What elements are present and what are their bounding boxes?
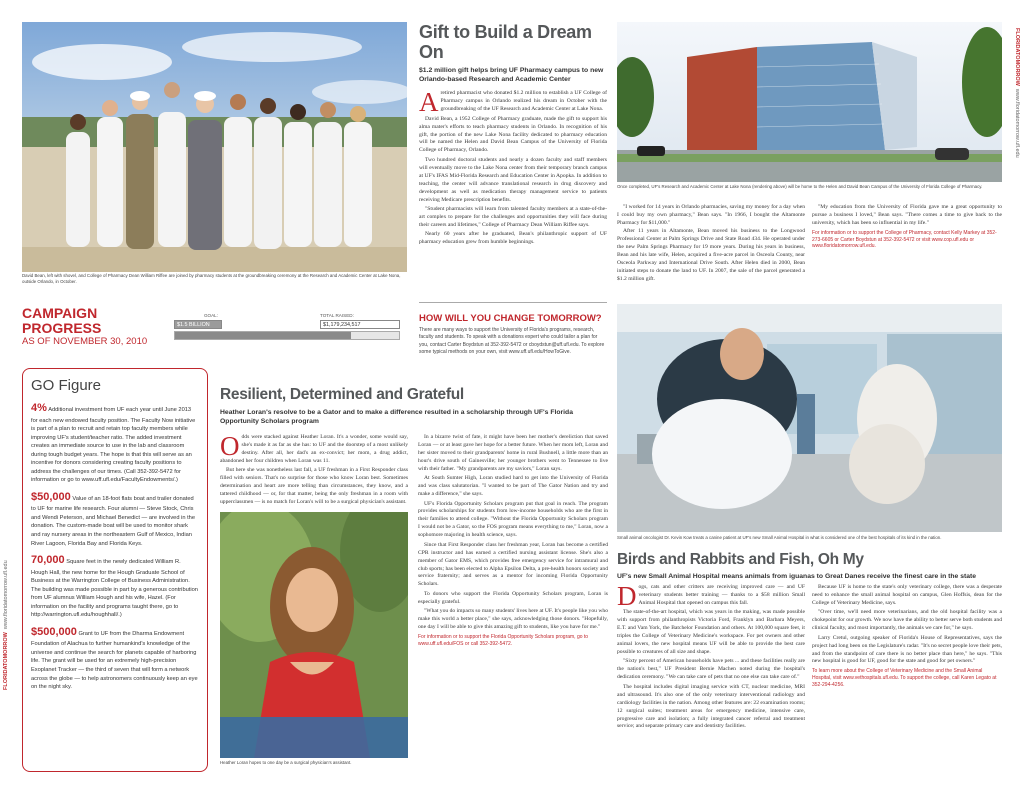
birds-p5: Because UF is home to the state's only veterinary college, there was a desperate need to enhance the small animal hospital on campus, Glen Hoffsis, dean for the College of Veterinary Medicine, says. (812, 584, 1002, 606)
how-text: There are many ways to support the University of Florida's programs, research, faculty and students. To speak with a donations expert who could tailor a plan for you, contact Carter Boydstun at 352-392-5472 or cboydstun@uff.ufl.edu. To explore some typical methods on your own, visit www.uff.ufl.edu/HowToGive. (419, 327, 605, 355)
birds-p2: The state-of-the-art hospital, which was years in the making, was made possible with support from philanthropists Victoria Ford, Franklyn and Barbara Meyers, E.T. and Vam York, the Batchelor Foundation and others. At 100,000 square feet, it triples the College of Veterinary Medicine's workspace. For pet owners and other animal lovers, the new hospital means UF will be able to provide the best care possible to creatures of all size and shape. (617, 609, 805, 655)
goal-value: $1.5 BILLION (177, 322, 210, 328)
dream-article (419, 22, 607, 249)
resilient-p3: In a bizarre twist of fate, it might have been her mother's dereliction that saved Loran — or at least gave her hope for a better future. When her mom left, Loran and her sister moved to their grandparents' home in rural Bushnell, a little more than an hour's drive south of Gainesville; her younger brothers went to Tennessee to live with their father. "My grandparents are my saviors," Loran says. (418, 434, 608, 472)
spine-pub-a: FLORIDA (3, 665, 9, 690)
go-figure-box (22, 368, 208, 772)
birds-cta: To learn more about the College of Veterinary Medicine and the Small Animal Hospital, visit www.vethospitals.ufl.edu. To support the college, call Karen Legato at 352-294-4256. (812, 668, 997, 688)
groundbreaking-photo (22, 22, 407, 285)
birds-p4: The hospital includes digital imaging service with CT, nuclear medicine, MRI and ultrasound. It's also one of the only veterinary interventional radiology and cardiology facilities in the nation. Among other features are: 22 examination rooms; 12 surgical suites; treatment areas for emergency medicine, intensive care, progressive care and isolation; a fully integrated cancer referral and treatment service; and separate primary care and dentistry facilities. (617, 683, 805, 730)
vet-photo (617, 304, 1002, 532)
resilient-dropcap: O (220, 434, 240, 461)
resilient-p6: Since that First Responder class her freshman year, Loran has become a certified CPR instructor and has earned a certified nursing assistant license. She's also a member of Gator EMS, which provides free emergency service for intramural and club sports; has been elected to Alpha Epsilon Delta, a pre-health honors society and service fraternity; and serves as a mentor for incoming Florida Opportunity Scholars. (418, 541, 608, 588)
student-caption: Heather Loran hopes to one day be a surgical physician's assistant. (220, 760, 352, 765)
progress-track (174, 331, 400, 340)
go-figure-list (31, 400, 199, 692)
building-caption: Once completed, UF's Research and Academic Center at Lake Nona (rendering above) will be home to the Helen and David Bean Campus of the University of Florida College of Pharmacy. (617, 184, 983, 189)
birds-p1: ogs, cats and other critters are receiving improved care — and UF veterinary students better training — thanks to a $58 million Small Animal Hospital that opened on campus this fall. (638, 584, 805, 606)
spine-pub-a: FLORIDA (1014, 28, 1020, 53)
go-figure-text: Additional investment from UF each year until June 2013 for each new endowed faculty position. The Faculty Now initiative is part of a plan to recruit and retain top faculty members while improving UF's student/teacher ratio. The added investment creates an immediate source to use in the lab and classroom during tough budget years. The hope is that this will serve as an incentive for donors considering creating faculty positions to address the challenges of our times. (Call 352-392-5472 for information or go to www.uff.ufl.edu/FacultyEndowments/.) (31, 407, 196, 484)
vet-caption: Small animal oncologist Dr. Kevin Kow treats a canine patient at UF's new Small Animal Hospital in what is considered one of the best hospitals of its kind in the nation. (617, 535, 942, 540)
birds-p7: Larry Cretul, outgoing speaker of Florida's House of Representatives, says the project had long been on the Legislature's radar. "It's no secret people love their pets, and from the standpoint of care there is no better place than here," he says. "This new hospital is good for UF, good for the state and good for pet owners." (812, 634, 1002, 665)
groundbreaking-caption: David Bean, left with shovel, and College of Pharmacy Dean William Riffee are joined by pharmacy students at the groundbreaking ceremony at the Research and Academic Center at Lake Nona, outside Orlando, in October. (22, 273, 401, 284)
go-figure-number: 70,000 (31, 554, 65, 567)
go-figure-text: Square feet in the newly dedicated William R. Hough Hall, the new home for the Hough Graduate School of Business at the Warrington College of Business Administration. The building was made possible in part by a generous contribution from UF alumnus William Hough and his wife, Hazel. (For information on the facility and programs taught there, go to http://warrington.ufl.edu/houghhall/.) (31, 559, 198, 619)
resilient-header (220, 386, 607, 426)
resilient-col2 (418, 434, 608, 784)
resilient-p1: dds were stacked against Heather Loran. It's a wonder, some would say, she's made it as far as she has: to UF and the doorstep of a most unlikely destiny. After all, her dad's an ex-convict; her mom, a drug addict, abandoned her four children when Loran was 11. (220, 434, 408, 464)
campaign-bar (174, 312, 407, 342)
spine-pub-b: TOMORROW (3, 632, 9, 666)
birds-dropcap: D (617, 584, 637, 611)
birds-headline: Birds and Rabbits and Fish, Oh My (617, 551, 864, 568)
go-figure-number: $50,000 (31, 490, 71, 503)
resilient-col1 (220, 434, 408, 508)
resilient-p4: At South Sumter High, Loran studied hard to get into the University of Florida and was class salutatorian. "I wanted to be part of The Gator Nation and try and make a difference," she says. (418, 475, 608, 498)
go-figure-item (31, 552, 199, 620)
birds-deck: UF's new Small Animal Hospital means animals from iguanas to Great Danes receive the finest care in the state (617, 573, 977, 580)
go-figure-number: $500,000 (31, 625, 77, 638)
birds-p6: "Over time, we'll need more veterinarians, and the old hospital facility was a chokepoint for our growth. We now have the ability to better serve both students and clinical faculty, and most importantly, the animals we care for," he says. (812, 609, 1002, 632)
campaign-date: AS OF NOVEMBER 30, 2010 (22, 336, 148, 347)
dream-continued-col2 (812, 204, 1002, 250)
left-spine (3, 560, 9, 690)
how-section (419, 302, 607, 356)
go-figure-item (31, 400, 199, 485)
spine-url: www.floridatomorrow.ufl.edu (3, 560, 9, 630)
building-rendering (617, 22, 1002, 182)
raised-label: TOTAL RAISED: (320, 313, 354, 318)
spine-pub-b: TOMORROW (1014, 52, 1020, 86)
go-figure-number: 4% (31, 402, 47, 414)
resilient-p5: UF's Florida Opportunity Scholars program put that goal in reach. The program provides scholarships for students from low-income households who are the first in their families to attend college. "Without the Florida Opportunity Scholars program I would not be a Gator, so the FOS program means everything to me," Loran, now a sophomore majoring in health science, says. (418, 500, 608, 539)
dream-continued-col1 (617, 204, 805, 229)
dream-dropcap: A (419, 87, 439, 118)
go-figure-item (31, 489, 199, 548)
resilient-deck: Heather Loran's resolve to be a Gator and to make a difference resulted in a scholarship through UF's Florida Opportunity Scholars program (220, 409, 573, 426)
dream-c2: After 11 years in Altamonte, Bean moved his business to the Longwood Professional Center at Palm Springs Drive and State Road 434. He operated under the new Palm Springs Pharmacy for 19 more years. During his years in business, Bean and his late wife, Helen, acquired a five-acre parcel in Osceola County, near Osceola Parkway and International Drive South. After Helen died in 2000, Bean initiated steps to donate the land to UF. In 2007, the sale of the parcel generated a $1.2 million gift. (617, 228, 805, 282)
birds-col2 (812, 584, 1002, 784)
birds-col1 (617, 584, 805, 784)
progress-fill (175, 332, 351, 339)
spine-url: www.floridatomorrow.ufl.edu (1014, 88, 1020, 158)
dream-continued-col1b (617, 228, 805, 286)
go-figure-text: Grant to UF from the Dharma Endowment Foundation of Alachua to further humankind's knowledge of the universe and continue the search for planets capable of harboring life. The grant will be used for an extremely high-precision Exoplanet Tracker — the third of seven that will form a network across the globe — to help astronomers continuously keep an eye on the night sky. (31, 630, 198, 691)
campaign-progress (22, 306, 152, 348)
right-spine (1014, 28, 1020, 158)
raised-value: $1,179,234,517 (323, 322, 361, 328)
dream-headline: Gift to Build a Dream On (419, 22, 592, 62)
student-photo (220, 512, 408, 758)
go-figure-item (31, 624, 199, 692)
dream-p2: David Bean, a 1952 College of Pharmacy graduate, made the gift to support his alma mater's efforts to teach pharmacy students in Orlando. In recognition of his gift, the portion of the new Lake Nona facility dedicated to pharmacy education will be named the Helen and David Bean Campus of the University of Florida College of Pharmacy, Orlando. (419, 115, 607, 154)
resilient-p8: "What you do impacts so many students' lives here at UF. It's people like you who make this world a better place," she says, acknowledging those donors. "Hopefully, one day I will be able to give this amazing gift to students, like you have for me." (418, 608, 608, 631)
dream-p1: retired pharmacist who donated $1.2 million to establish a UF College of Pharmacy campus in Orlando realized his dream in October with the groundbreaking of the UF Research and Academic Center at Lake Nona. (440, 90, 607, 113)
birds-p3: "Sixty percent of American households have pets ... and these facilities really are the nation's best," UF President Bernie Machen noted during the hospital's dedication ceremony. "We can take care of pets that no one else can take care of." (617, 658, 805, 681)
dream-c1: "I worked for 14 years in Orlando pharmacies, saving my money for a day when I could buy my own pharmacy," Bean says. "In 1966, I bought the Altamonte Pharmacy for $11,000." (617, 204, 805, 226)
goal-label: GOAL: (203, 313, 218, 318)
birds-header (617, 551, 1002, 581)
resilient-p2: But here she was nonetheless last fall, a UF freshman in a First Responder class filled with seniors. That's no surprise for those who know Loran best. Sometimes determination and heart are more telling than circumstances, they know, and a tattered childhood — or, for that matter, being the only freshman in a room with upperclassmen — is no match for Loran's will to be a surgical physician's assistant. (220, 467, 408, 505)
dream-p3: Two hundred doctoral students and nearly a dozen faculty and staff members will eventually move to the Lake Nona center from their temporary branch campus at UF's IFAS Mid-Florida Research and Education Center in Apopka. In addition to teaching, the center will advance translational research in drug discovery and development as well as medication therapy management service to patients receiving Medicare prescription benefits. (419, 156, 607, 203)
dream-p5: Nearly 60 years after he graduated, Bean's philanthropic support of UF pharmacy education grew from humble beginnings. (419, 231, 607, 246)
go-figure-text: Value of an 18-foot flats boat and trailer donated to UF for marine life research. Four alumni — Steve Stock, Chris and Wendi Peterson, and Michael Benedict — are involved in the donation. The custom-made boat will be used to monitor shark and ray nursery areas in the northeastern Gulf of Mexico, Indian River Lagoon, Florida Bay and Florida Keys. (31, 495, 195, 547)
dream-p4: "Student pharmacists will learn from talented faculty members at a state-of-the-art complex to prepare for the challenges and opportunities they will face during their careers and lifetimes," College of Pharmacy Dean William Riffee says. (419, 205, 607, 228)
dream-cta: For information or to support the College of Pharmacy, contact Kelly Markey at 352-273-6605 or Carter Boydstun at 352-392-5472 or visit www.cop.ufl.edu or www.floridatomorrow.ufl.edu. (812, 229, 997, 250)
dream-deck: $1.2 million gift helps bring UF Pharmacy campus to new Orlando-based Research and Academic Center (419, 67, 604, 84)
resilient-p7: To donors who support the Florida Opportunity Scholars program, Loran is especially grateful. (418, 590, 608, 605)
campaign-title: CAMPAIGN PROGRESS (22, 305, 102, 336)
how-headline: HOW WILL YOU CHANGE TOMORROW? (419, 313, 602, 324)
resilient-headline: Resilient, Determined and Grateful (220, 386, 464, 403)
dream-c3: "My education from the University of Florida gave me a great opportunity to pursue a business I loved," Bean says. "There comes a time to give back to the university, which has been so influential in my life." (812, 204, 1002, 226)
go-figure-title: GO Figure (31, 377, 102, 394)
resilient-cta: For information or to support the Florida Opportunity Scholars program, go to www.uff.ufl.edu/FOS or call 352-392-5472. (418, 634, 589, 647)
